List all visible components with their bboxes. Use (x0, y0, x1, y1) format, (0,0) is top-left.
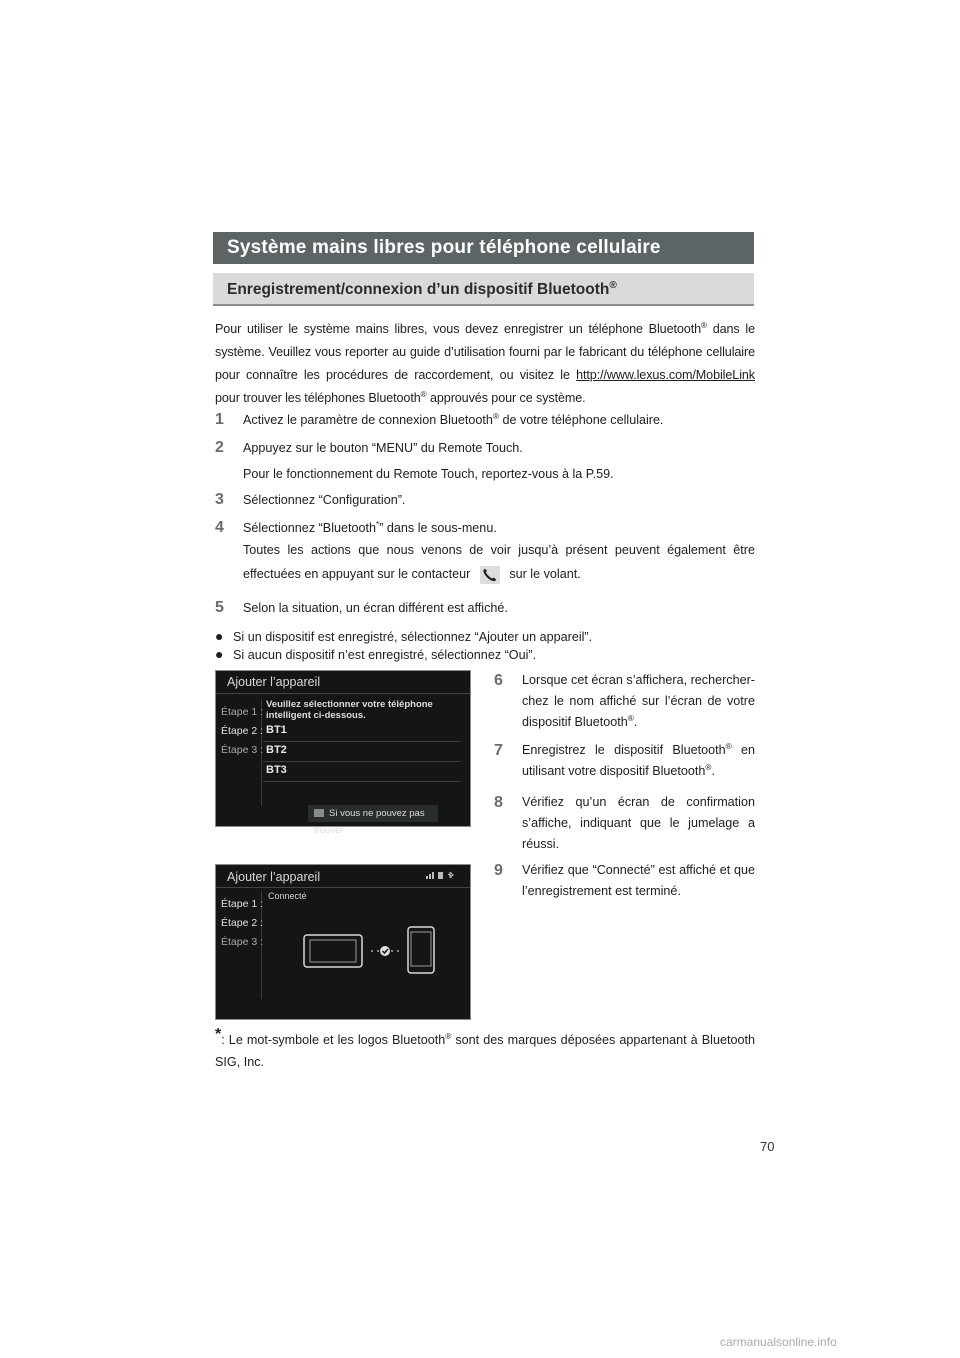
step-2: 2 Appuyez sur le bouton “MENU” du Remote Touch. Pour le fonctionnement du Remote Touch, reportez-vous à la P.59. (215, 438, 755, 484)
screen-step-2: Étape 2 : (221, 725, 264, 737)
step-9: 9 Vérifiez que “Connecté” est affiché et que l’enregistrement est terminé. (494, 862, 755, 898)
key-icon (314, 809, 324, 817)
device-bt1[interactable]: BT1 (266, 724, 287, 736)
connected-label: Connecté (268, 891, 307, 901)
device-bt3[interactable]: BT3 (266, 764, 287, 776)
screen-step-3: Étape 3 : (221, 936, 264, 948)
mobilelink-link[interactable]: http://www.lexus.com/MobileLink (576, 368, 755, 382)
step-8: 8 Vérifiez qu’un écran de confirmation s’affiche, indiquant que le jumelage a réussi. (494, 794, 755, 851)
bullet-2: ● Si aucun dispositif n’est enregistré, sélectionnez “Oui”. (215, 646, 537, 662)
car-phone-connected-icon (296, 923, 456, 979)
step-3: 3 Sélectionnez “Configuration”. (215, 491, 406, 508)
screen-prompt: Veuillez sélectionner votre téléphone intelligent ci-dessous. (266, 699, 433, 721)
bullet-1: ● Si un dispositif est enregistré, sélectionnez “Ajouter un appareil”. (215, 628, 593, 644)
screen-title: Ajouter l’appareil (227, 870, 321, 884)
intro-paragraph: Pour utiliser le système mains libres, vous devez enregistrer un téléphone Bluetooth® dans le système. Veuillez vous reporter au guide d’utilisation fourni par le fabricant du téléphone cellulaire pour connaître les procédures de raccordement, ou visitez le http://www.lexus.com/MobileLink pour trouver les téléphones Bluetooth® approuvés pour ce système. (215, 320, 755, 405)
subsection-title: Enregistrement/connexion d’un dispositif Bluetooth® (213, 273, 754, 306)
screen-title: Ajouter l’appareil (227, 675, 321, 689)
device-bt2[interactable]: BT2 (266, 744, 287, 756)
step-6: 6 Lorsque cet écran s’affichera, rechercher-chez le nom affiché sur l’écran de votre dispositif Bluetooth®. (494, 672, 755, 729)
screen-step-2: Étape 2 : (221, 917, 264, 929)
step-2-note: Pour le fonctionnement du Remote Touch, reportez-vous à la P.59. (243, 467, 614, 481)
step-4-note: Toutes les actions que nous venons de voir jusqu’à présent peuvent également être effectuées en appuyant sur le contacteur sur le volant. (215, 538, 755, 586)
section-title: Système mains libres pour téléphone cellulaire (213, 232, 754, 264)
step-1: 1 Activez le paramètre de connexion Bluetooth® de votre téléphone cellulaire. (215, 411, 664, 428)
footnote: *: Le mot-symbole et les logos Bluetooth® sont des marques déposées appartenant à Bluetooth SIG, Inc. (215, 1025, 755, 1069)
watermark: carmanualsonline.info (720, 1335, 837, 1349)
step-7: 7 Enregistrez le dispositif Bluetooth® en utilisant votre dispositif Bluetooth®. (494, 741, 755, 778)
status-icons (426, 871, 456, 881)
page-number: 70 (760, 1139, 775, 1154)
screen-add-device-list (215, 670, 471, 836)
screen-add-device-connected (215, 864, 471, 1020)
cannot-find-button[interactable]: Si vous ne pouvez pas trouver (308, 805, 438, 822)
screen-step-1: Étape 1 : (221, 898, 264, 910)
step-5: 5 Selon la situation, un écran différent est affiché. (215, 599, 508, 616)
screen-step-1: Étape 1 : (221, 706, 264, 718)
phone-switch-icon (480, 566, 500, 584)
screen-step-3: Étape 3 : (221, 744, 264, 756)
step-4: 4 Sélectionnez “Bluetooth*” dans le sous-menu. Toutes les actions que nous venons de voir jusqu’à présent peuvent également être effectuées en appuyant sur le contacteur sur le volant. (215, 518, 755, 586)
